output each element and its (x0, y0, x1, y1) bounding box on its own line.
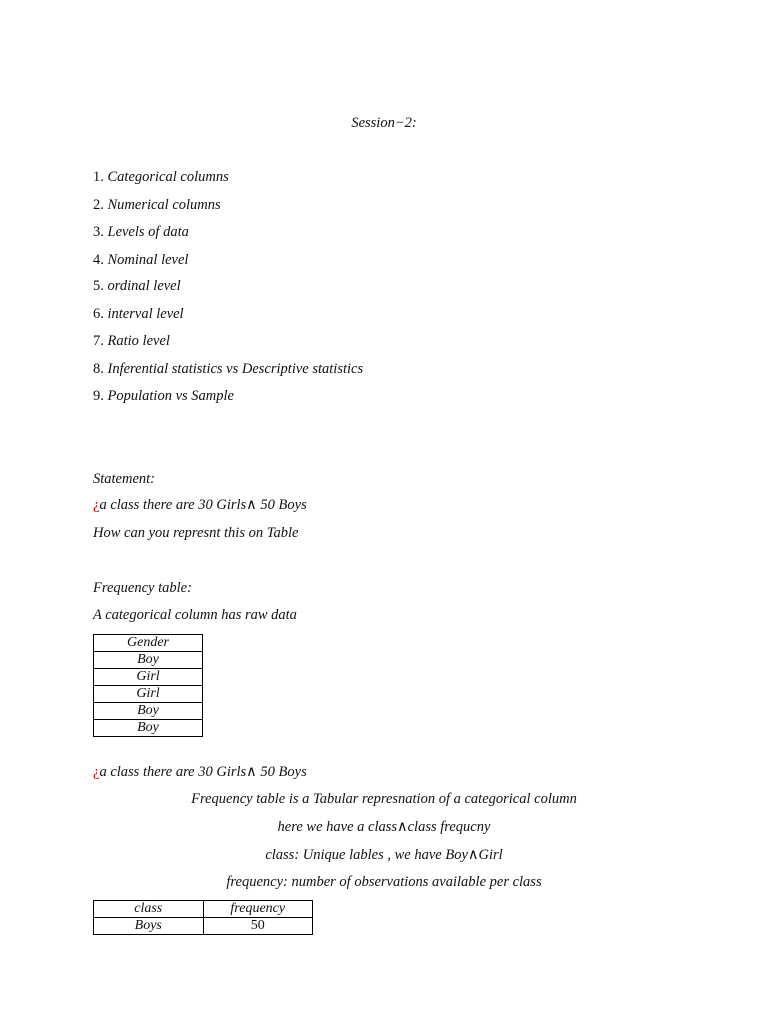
raw-data-table (93, 634, 203, 737)
statement-text: a class there are 30 Girls∧ 50 Boys (99, 497, 307, 513)
list-item-text: Nominal level (107, 252, 189, 268)
list-item-text: Ratio level (107, 333, 170, 349)
table-row (94, 686, 203, 703)
statement-question: How can you represnt this on Table (93, 525, 299, 541)
table-header-cell: Gender (94, 635, 203, 652)
list-item-number: 4. (93, 252, 104, 268)
table-header-row (94, 635, 203, 652)
table-cell: Girl (94, 669, 203, 686)
list-item-text: Numerical columns (107, 197, 221, 213)
list-item (93, 332, 170, 350)
table-header-cell: class (94, 901, 204, 918)
list-item-number: 9. (93, 388, 104, 404)
frequency-subheading: A categorical column has raw data (93, 607, 297, 623)
explanation-line: here we have a class∧class frequcny (277, 819, 491, 835)
list-item (93, 277, 181, 295)
explanation-line: class: Unique lables , we have Boy∧Girl (265, 847, 503, 863)
table-cell: Boys (94, 918, 204, 935)
list-item (93, 223, 189, 241)
statement-line (93, 496, 307, 514)
page-title: Session−2: (351, 115, 417, 131)
list-item-number: 2. (93, 197, 104, 213)
list-item (93, 168, 229, 186)
repeat-statement-line (93, 763, 307, 781)
statement-heading: Statement: (93, 471, 156, 487)
table-cell: Boy (94, 720, 203, 737)
list-item-number: 3. (93, 224, 104, 240)
table-row (94, 652, 203, 669)
frequency-table (93, 900, 313, 935)
list-item-number: 1. (93, 169, 104, 185)
table-cell: 50 (203, 918, 313, 935)
list-item-text: Inferential statistics vs Descriptive statistics (107, 361, 364, 377)
list-item (93, 360, 363, 378)
list-item-number: 5. (93, 278, 104, 294)
list-item-text: ordinal level (107, 278, 181, 294)
table-row (94, 918, 313, 935)
list-item (93, 196, 221, 214)
table-row (94, 720, 203, 737)
explanation-line: frequency: number of observations available per class (226, 874, 542, 890)
list-item-number: 8. (93, 361, 104, 377)
list-item (93, 387, 234, 405)
list-item-text: Levels of data (107, 224, 189, 240)
list-item-text: Population vs Sample (107, 388, 234, 404)
table-cell: Girl (94, 686, 203, 703)
explanation-line: Frequency table is a Tabular represnation of a categorical column (191, 791, 577, 807)
list-item-number: 7. (93, 333, 104, 349)
table-row (94, 703, 203, 720)
table-header-row (94, 901, 313, 918)
list-item-number: 6. (93, 306, 104, 322)
table-row (94, 669, 203, 686)
frequency-heading: Frequency table: (93, 580, 192, 596)
inverted-question-glyph: ¿ (93, 764, 100, 780)
table-cell: Boy (94, 652, 203, 669)
table-header-cell: frequency (203, 901, 313, 918)
statement-text: a class there are 30 Girls∧ 50 Boys (99, 764, 307, 780)
list-item (93, 251, 188, 269)
list-item-text: Categorical columns (107, 169, 229, 185)
inverted-question-glyph: ¿ (93, 497, 100, 513)
table-cell: Boy (94, 703, 203, 720)
list-item (93, 305, 184, 323)
list-item-text: interval level (107, 306, 184, 322)
